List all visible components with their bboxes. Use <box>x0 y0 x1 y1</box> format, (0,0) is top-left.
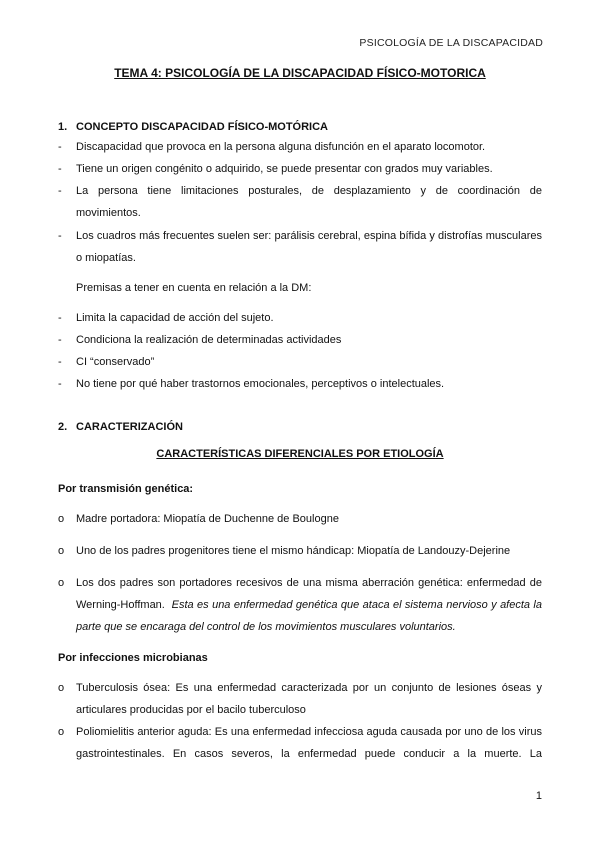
circle-bullet: o <box>58 682 65 694</box>
concept-item-3: La persona tiene limitaciones posturales, de desplazamiento y de coordinación de movimientos. <box>76 185 542 219</box>
microbianas-item-2: Poliomielitis anterior aguda: Es una enfermedad infecciosa aguda causada por uno de los virus gastrointestinales. En casos severos, la enfermedad puede conducir a la muerte. La <box>76 726 542 760</box>
section-1-number: 1. <box>58 121 68 133</box>
circle-bullet: o <box>58 513 65 525</box>
page-number: 1 <box>535 790 542 802</box>
etiologia-subtitle: CARACTERÍSTICAS DIFERENCIALES POR ETIOLOGÍA <box>156 448 444 460</box>
concept-item-2: Tiene un origen congénito o adquirido, se puede presentar con grados muy variables. <box>76 163 493 175</box>
concept-item-4: Los cuadros más frecuentes suelen ser: parálisis cerebral, espina bífida y distrofías musculares o miopatías. <box>76 230 542 264</box>
werning-hoffman-name: Werning-Hoffman. <box>76 599 165 611</box>
genetica-item-3-line-2 <box>76 594 542 616</box>
dash-marker: - <box>58 334 62 346</box>
premisa-item-3: CI “conservado” <box>76 356 155 368</box>
dash-marker: - <box>58 185 62 197</box>
genetica-item-3 <box>76 572 542 638</box>
premisa-item-2: Condiciona la realización de determinadas actividades <box>76 334 342 346</box>
genetica-item-3-italic-1: Esta es una enfermedad genética que ataca el sistema nervioso y afecta la <box>171 599 542 611</box>
microbianas-item-1: Tuberculosis ósea: Es una enfermedad caracterizada por un conjunto de lesiones óseas y articulares producidas por el bacilo tuberculoso <box>76 682 542 716</box>
dash-marker: - <box>58 163 62 175</box>
circle-bullet: o <box>58 577 65 589</box>
genetica-item-1: Madre portadora: Miopatía de Duchenne de Boulogne <box>76 513 339 525</box>
genetica-item-3-line-1: Los dos padres son portadores recesivos de una misma aberración genética: enfermedad de <box>76 577 542 589</box>
dash-marker: - <box>58 312 62 324</box>
premisas-label: Premisas a tener en cuenta en relación a la DM: <box>76 282 312 294</box>
circle-bullet: o <box>58 726 65 738</box>
genetica-item-2: Uno de los padres progenitores tiene el mismo hándicap: Miopatía de Landouzy-Dejerine <box>76 545 511 557</box>
dash-marker: - <box>58 378 62 390</box>
concept-item-1: Discapacidad que provoca en la persona alguna disfunción en el aparato locomotor. <box>76 141 486 153</box>
dash-marker: - <box>58 141 62 153</box>
section-2-heading: CARACTERIZACIÓN <box>76 421 183 433</box>
microbianas-label: Por infecciones microbianas <box>58 652 208 664</box>
genetica-item-3-italic-2: parte que se encaraga del control de los movimientos musculares voluntarios. <box>76 621 456 633</box>
genetica-label: Por transmisión genética: <box>58 483 194 495</box>
running-header: PSICOLOGÍA DE LA DISCAPACIDAD <box>359 37 543 49</box>
document-title: TEMA 4: PSICOLOGÍA DE LA DISCAPACIDAD FÍSICO-MOTORICA <box>114 66 486 80</box>
premisa-item-1: Limita la capacidad de acción del sujeto. <box>76 312 274 324</box>
circle-bullet: o <box>58 545 65 557</box>
dash-marker: - <box>58 356 62 368</box>
section-2-number: 2. <box>58 421 68 433</box>
premisa-item-4: No tiene por qué haber trastornos emocionales, perceptivos o intelectuales. <box>76 378 445 390</box>
section-1-heading: CONCEPTO DISCAPACIDAD FÍSICO-MOTÓRICA <box>76 121 328 133</box>
dash-marker: - <box>58 230 62 242</box>
